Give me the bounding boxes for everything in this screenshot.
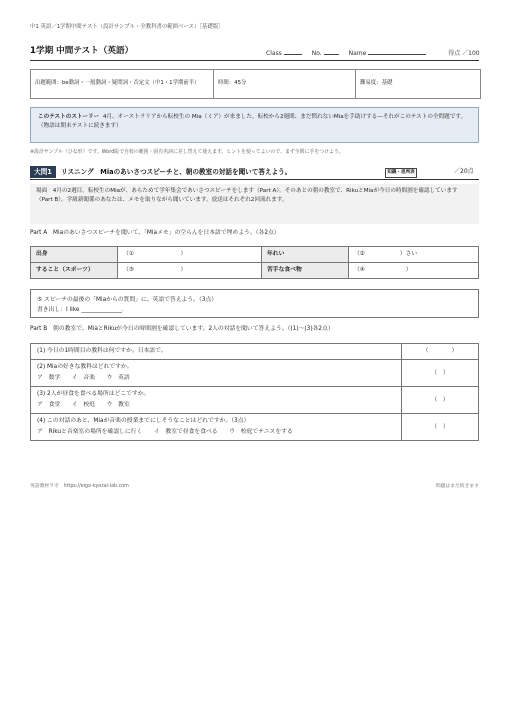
name-field[interactable]: [368, 48, 426, 55]
class-field[interactable]: [284, 48, 302, 55]
answer-blank[interactable]: （ ）: [402, 387, 479, 414]
level-cell: 難易度：基礎: [360, 80, 393, 87]
class-label: Class: [266, 50, 282, 57]
question-cell: [31, 387, 402, 414]
page-title: 1学期 中間テスト（英語）: [30, 46, 134, 56]
page-footer: [30, 484, 479, 490]
memo-label: 苦手な食べ物: [262, 263, 349, 279]
question-1-header: [30, 166, 479, 180]
story-box: [30, 107, 479, 143]
question-1-points: ／20点: [454, 168, 474, 175]
footer-source: 英語教材ラボ https://eigo-kyozai-lab.com: [30, 484, 129, 489]
answer-blank[interactable]: （ ）: [402, 414, 479, 441]
choices: ア 食堂 イ 校庭 ウ 教室: [37, 402, 130, 408]
question-5-box: [30, 289, 479, 318]
memo-row: [31, 263, 479, 279]
memo-label: 年れい: [262, 247, 349, 263]
question-cell: [31, 360, 402, 387]
memo-blank[interactable]: （③ ）: [118, 263, 262, 279]
title-bar: [30, 46, 479, 61]
memo-blank[interactable]: （① ）: [118, 247, 262, 263]
question-1-tag: 大問1: [30, 166, 56, 178]
memo-label: 出身: [31, 247, 118, 263]
sample-note: ※設計サンプル（ひな形）です。Word版で自校の範囲・固有名詞に差し替えて使えます。ヒントを使ってよいので、まず全問に手をつけよう。: [30, 149, 344, 155]
name-label: Name: [348, 50, 367, 57]
question-5-text: ⑤ スピーチの最後の「Miaからの質問」に、英語で答えよう。（3点）: [37, 297, 218, 303]
no-field[interactable]: [324, 48, 339, 55]
student-fields: [266, 48, 482, 58]
table-row: [31, 360, 479, 387]
breadcrumb: 中1 英語／1学期中間テスト（設計サンプル・全教科書の範囲ベース）［基礎版］: [30, 24, 224, 30]
part-a-instruction: Part A Miaのあいさつスピーチを聞いて、「Miaメモ」の空らんを日本語で埋めよう。（各2点）: [30, 230, 280, 236]
answer-blank[interactable]: （ ）: [402, 344, 479, 360]
question-text: (3) 2人が昼食を食べる場所はどこですか。: [37, 391, 150, 397]
skill-badge: 知識・思判表: [385, 168, 417, 178]
part-b-instruction: Part B 朝の教室で、MiaとRikuが今日の時間割を確認しています。2人の対話を聞いて答えよう。（(1)～(3)各2点）: [30, 326, 334, 332]
question-cell: [31, 344, 402, 360]
question-1-title: リスニング Miaのあいさつスピーチと、朝の教室の対話を聞いて答えよう。: [61, 168, 292, 176]
scene-description: 場面 4月の2週目。転校生のMiaが、あらためて学年集会であいさつスピーチをします（Part A）。そのあとの朝の教室で、RikuとMiaが今日の時間割を確認しています（Part B）。学級新聞係のあなたは、メモを取りながら聞いています。放送はそれぞれ2回流れます。: [30, 184, 479, 224]
question-text: (1) 今日の1時間目の教科は何ですか。日本語で。: [37, 348, 167, 354]
table-row: [31, 387, 479, 414]
table-row: [31, 414, 479, 441]
choices: ア 数学 イ 音楽 ウ 英語: [37, 375, 130, 381]
score-label: 得点 ／100: [448, 50, 480, 57]
exam-info-box: [30, 69, 481, 99]
no-label: No.: [311, 50, 322, 57]
story-heading: このテストのストーリー: [38, 114, 100, 120]
memo-blank[interactable]: （④ ）: [349, 263, 479, 279]
mia-memo-table: [30, 246, 479, 279]
scope-cell: 出題範囲：be動詞・一般動詞・疑問詞・否定文（中1・1学期前半）: [31, 70, 214, 98]
footer-continue: 問題はまだ続きます: [435, 484, 479, 489]
memo-blank[interactable]: （② ）さい: [349, 247, 479, 263]
story-text: 4月、オーストラリアから転校生の Mia（ミア）が来ました。転校から2週間、まだ慣れないMiaを手助けする—それがこのテストの全問題です。（物語は期末テストに続きます）: [38, 114, 467, 129]
question-5-answer-line[interactable]: 書き出し：I like ______________.: [37, 307, 124, 314]
question-text: (2) Miaの好きな教科はどれですか。: [37, 364, 133, 370]
time-cell: 時間：45分: [214, 70, 356, 98]
memo-row: [31, 247, 479, 263]
question-text: (4) この対話のあと、Miaが音楽の授業までにしそうなことはどれですか。（3点）: [37, 418, 250, 424]
memo-label: すること（スポーツ）: [31, 263, 118, 279]
part-b-table: [30, 343, 479, 441]
answer-blank[interactable]: （ ）: [402, 360, 479, 387]
choices: ア Rikuと音楽室の場所を確認しに行く イ 教室で昼食を食べる ウ 校庭でテニスをする: [37, 429, 293, 435]
table-row: [31, 344, 479, 360]
question-cell: [31, 414, 402, 441]
